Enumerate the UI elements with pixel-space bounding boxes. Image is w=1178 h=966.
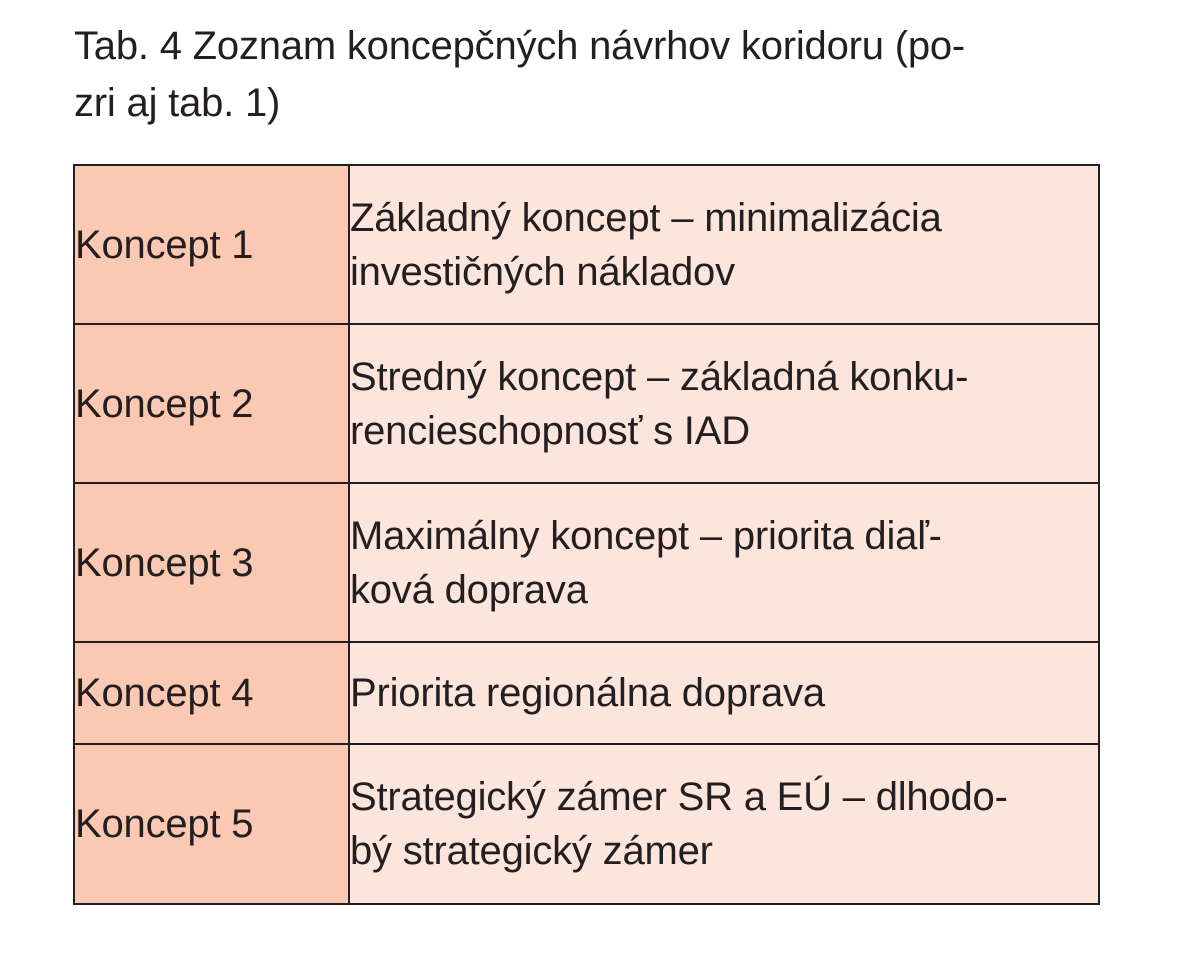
description-line: Základný koncept – minimalizácia: [350, 195, 942, 240]
caption-line-2: zri aj tab. 1): [74, 81, 281, 125]
description-line: Maximálny koncept – priorita diaľ-: [350, 513, 942, 558]
description-line: Priorita regionálna doprava: [350, 671, 825, 715]
concept-label-cell: Koncept 5: [74, 744, 349, 904]
description-line: ková doprava: [350, 567, 588, 612]
concept-label-cell: Koncept 4: [74, 642, 349, 744]
table-caption: [74, 18, 1104, 132]
concept-description-cell: [349, 642, 1099, 744]
table-row: [74, 483, 1099, 642]
table-row: [74, 324, 1099, 483]
concept-label-cell: Koncept 3: [74, 483, 349, 642]
concept-description-cell: [349, 324, 1099, 483]
description-line: Strategický zámer SR a EÚ – dlhodo-: [350, 775, 1008, 819]
concept-description-cell: [349, 483, 1099, 642]
caption-line-1: Tab. 4 Zoznam koncepčných návrhov koridoru (po-: [74, 24, 966, 68]
table-row: [74, 744, 1099, 904]
concept-description-cell: [349, 165, 1099, 324]
description-line: Stredný koncept – základná konku-: [350, 354, 969, 399]
description-line: rencieschopnosť s IAD: [350, 408, 750, 453]
description-line: bý strategický zámer: [350, 829, 713, 873]
concept-label-cell: Koncept 2: [74, 324, 349, 483]
concepts-table: [73, 164, 1100, 905]
table-row: [74, 642, 1099, 744]
description-line: investičných nákladov: [350, 249, 735, 294]
concept-label-cell: Koncept 1: [74, 165, 349, 324]
table-row: [74, 165, 1099, 324]
concept-description-cell: [349, 744, 1099, 904]
